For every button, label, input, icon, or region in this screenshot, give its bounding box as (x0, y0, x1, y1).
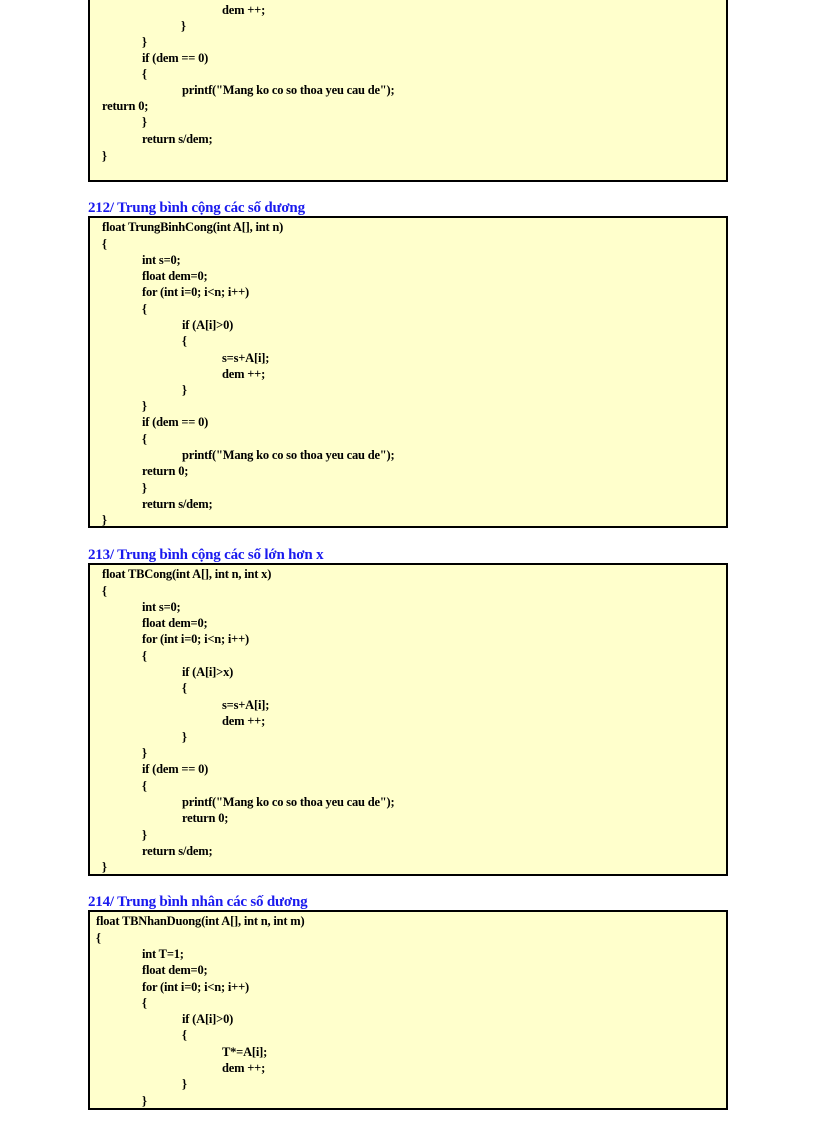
code-line: int T=1; (142, 947, 184, 961)
code-line: float dem=0; (142, 963, 208, 977)
code-line: dem ++; (222, 367, 266, 381)
code-line: } (142, 1094, 147, 1108)
code-line: float dem=0; (142, 616, 208, 630)
code-line: { (142, 432, 147, 446)
code-line: } (182, 730, 187, 744)
code-line: return 0; (182, 811, 229, 825)
code-line: return s/dem; (142, 497, 213, 511)
code-line: s=s+A[i]; (222, 698, 270, 712)
code-line: { (96, 931, 101, 945)
section-heading-213: 213/ Trung bình cộng các số lớn hơn x (88, 547, 338, 565)
code-line: float TBNhanDuong(int A[], int n, int m) (96, 914, 305, 928)
code-line: } (181, 19, 186, 33)
code-line: int s=0; (142, 253, 181, 267)
code-line: } (182, 1077, 187, 1091)
code-line: return 0; (102, 99, 149, 113)
code-line: { (142, 67, 147, 81)
code-line: } (102, 149, 107, 163)
code-line: if (dem == 0) (142, 415, 209, 429)
code-line: { (182, 1028, 187, 1042)
section-heading-212: 212/ Trung bình cộng các số dương (88, 200, 318, 218)
code-line: } (142, 481, 147, 495)
code-line: dem ++; (222, 714, 266, 728)
code-line: { (102, 237, 107, 251)
code-line: if (A[i]>0) (182, 318, 234, 332)
code-line: { (142, 996, 147, 1010)
code-line: { (142, 779, 147, 793)
code-block-212 (88, 216, 728, 528)
code-line: return 0; (142, 464, 189, 478)
code-line: float dem=0; (142, 269, 208, 283)
code-line: } (102, 860, 107, 874)
code-line: dem ++; (222, 1061, 266, 1075)
code-line: if (dem == 0) (142, 51, 209, 65)
code-line: if (A[i]>x) (182, 665, 234, 679)
code-line: } (142, 746, 147, 760)
code-line: s=s+A[i]; (222, 351, 270, 365)
code-line: { (182, 334, 187, 348)
code-line: return s/dem; (142, 844, 213, 858)
code-line: } (182, 383, 187, 397)
code-line: int s=0; (142, 600, 181, 614)
code-line: T*=A[i]; (222, 1045, 268, 1059)
code-line: if (A[i]>0) (182, 1012, 234, 1026)
code-line: { (142, 649, 147, 663)
code-line: } (142, 399, 147, 413)
code-line: printf("Mang ko co so thoa yeu cau de"); (182, 83, 395, 97)
code-block-213 (88, 563, 728, 876)
code-line: } (142, 115, 147, 129)
code-line: dem ++; (222, 3, 266, 17)
code-line: { (102, 584, 107, 598)
code-line: { (182, 681, 187, 695)
code-line: for (int i=0; i<n; i++) (142, 980, 249, 994)
code-line: } (142, 828, 147, 842)
code-line: } (102, 513, 107, 527)
code-line: for (int i=0; i<n; i++) (142, 285, 249, 299)
code-line: for (int i=0; i<n; i++) (142, 632, 249, 646)
code-line: float TBCong(int A[], int n, int x) (102, 567, 272, 581)
code-line: { (142, 302, 147, 316)
code-line: printf("Mang ko co so thoa yeu cau de"); (182, 795, 395, 809)
code-line: float TrungBinhCong(int A[], int n) (102, 220, 284, 234)
code-line: if (dem == 0) (142, 762, 209, 776)
code-line: } (142, 35, 147, 49)
code-line: return s/dem; (142, 132, 213, 146)
section-heading-214: 214/ Trung bình nhân các số dương (88, 894, 318, 912)
code-line: printf("Mang ko co so thoa yeu cau de"); (182, 448, 395, 462)
